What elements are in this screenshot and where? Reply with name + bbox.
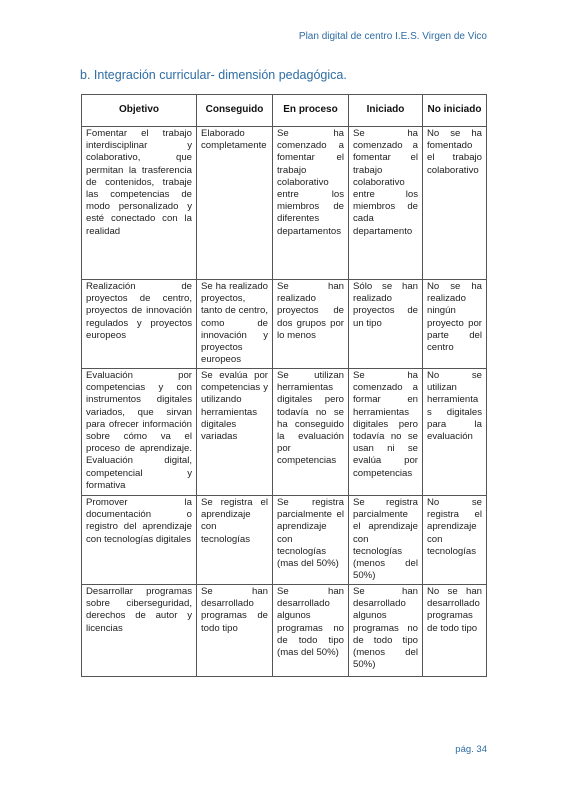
table-cell: Se han desarrollado algunos programas no de todo tipo (mas del 50%)	[273, 585, 349, 677]
table-row	[82, 496, 487, 585]
table-cell: Realización de proyectos de centro, proyectos de innovación regulados y proyectos europeos	[82, 280, 197, 369]
table-row	[82, 585, 487, 677]
table-row	[82, 280, 487, 369]
table-cell: Se evalúa por competencias y utilizando herramientas digitales variadas	[197, 369, 273, 496]
column-header-en-proceso: En proceso	[273, 95, 349, 127]
table-row	[82, 369, 487, 496]
table-row	[82, 127, 487, 280]
table-cell: Se ha realizado proyectos, tanto de centro, como de innovación y proyectos europeos	[197, 280, 273, 369]
section-title: b. Integración curricular- dimensión pedagógica.	[80, 68, 347, 82]
table-cell: Elaborado completamente	[197, 127, 273, 280]
integration-table	[81, 94, 487, 677]
column-header-iniciado: Iniciado	[349, 95, 423, 127]
table-cell: Evaluación por competencias y con instrumentos digitales variados, que sirvan para ofrecer información sobre cómo va el proceso de aprendizaje. Evaluación digital, competencial y formativa	[82, 369, 197, 496]
table-cell: Sólo se han realizado proyectos de un tipo	[349, 280, 423, 369]
column-header-objetivo: Objetivo	[82, 95, 197, 127]
table-cell: Se registra parcialmente el aprendizaje con tecnologías (mas del 50%)	[273, 496, 349, 585]
table-cell: Se utilizan herramientas digitales pero todavía no se ha conseguido la evaluación por competencias	[273, 369, 349, 496]
page-header: Plan digital de centro I.E.S. Virgen de Vico	[298, 31, 487, 42]
table-cell: No se ha realizado ningún proyecto por parte del centro	[423, 280, 487, 369]
table-cell: No se han desarrollado programas de todo tipo	[423, 585, 487, 677]
table-cell: No se registra el aprendizaje con tecnologías	[423, 496, 487, 585]
table-cell: Se ha comenzado a fomentar el trabajo colaborativo entre los miembros de diferentes departamentos	[273, 127, 349, 280]
table-cell: Se registra el aprendizaje con tecnologías	[197, 496, 273, 585]
table-cell: Desarrollar programas sobre ciberseguridad, derechos de autor y licencias	[82, 585, 197, 677]
table-cell: Se ha comenzado a fomentar el trabajo colaborativo entre los miembros de cada departamento	[349, 127, 423, 280]
table-cell: Se registra parcialmente el aprendizaje con tecnologías (menos del 50%)	[349, 496, 423, 585]
table-cell: Se han desarrollado programas de todo tipo	[197, 585, 273, 677]
column-header-no-iniciado: No iniciado	[423, 95, 487, 127]
page-number: pág. 34	[455, 744, 487, 755]
table-cell: No se ha fomentado el trabajo colaborativo	[423, 127, 487, 280]
table-cell: Se ha comenzado a formar en herramientas digitales pero todavía no se usan ni se evalúa por competencias	[349, 369, 423, 496]
column-header-conseguido: Conseguido	[197, 95, 273, 127]
table-header-row	[82, 95, 487, 127]
table-cell: Se han realizado proyectos de dos grupos por lo menos	[273, 280, 349, 369]
table-cell: No se utilizan herramientas digitales para la evaluación	[423, 369, 487, 496]
table-cell: Se han desarrollado algunos programas no de todo tipo (menos del 50%)	[349, 585, 423, 677]
table-cell: Promover la documentación o registro del aprendizaje con tecnologías digitales	[82, 496, 197, 585]
table-cell: Fomentar el trabajo interdisciplinar y colaborativo, que permitan la trasferencia de contenidos, trabaje las competencias de modo personalizado y esté conectado con la realidad	[82, 127, 197, 280]
